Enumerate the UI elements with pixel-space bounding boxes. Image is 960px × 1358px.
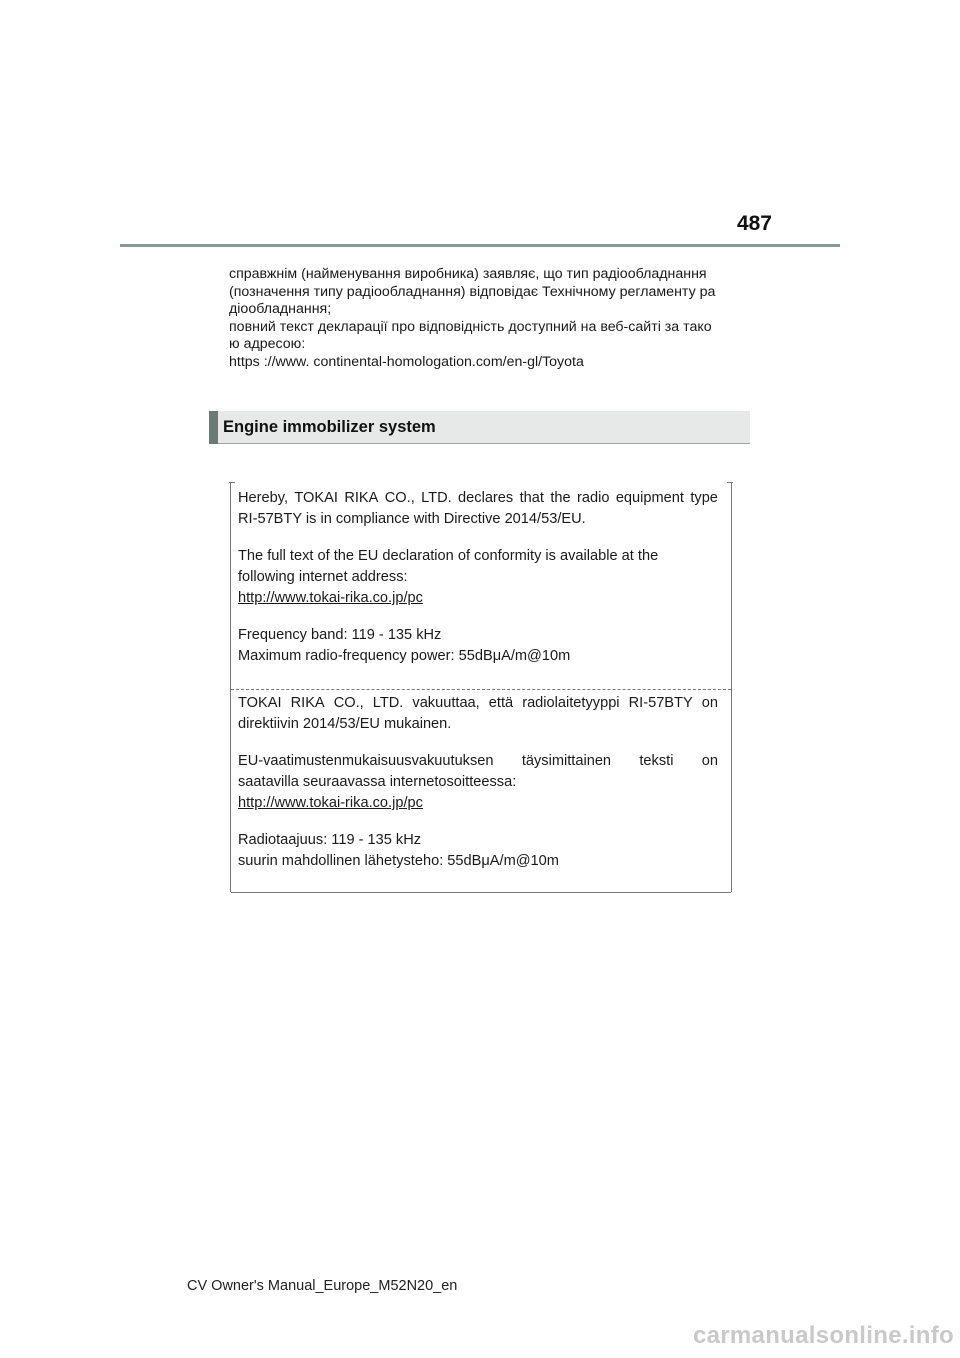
section-heading-bar (209, 411, 218, 444)
english-declaration (238, 488, 718, 667)
ua-url: https ://www. continental-homologation.com/en-gl/Toyota (229, 353, 584, 370)
word: TOKAI (294, 490, 338, 506)
section-heading (209, 411, 750, 444)
fi-line-1 (238, 693, 718, 714)
header-rule (120, 244, 840, 247)
word: Hereby, (238, 490, 289, 506)
en-link[interactable]: http://www.tokai-rika.co.jp/pc (238, 590, 423, 606)
finnish-declaration (238, 693, 718, 872)
word: TOKAI (238, 695, 282, 711)
box-bottom-line (231, 892, 731, 893)
en-line-4: following internet address: (238, 569, 408, 585)
ukrainian-declaration (229, 266, 749, 372)
footer-manual-name: CV Owner's Manual_Europe_M52N20_en (187, 1278, 458, 1294)
word: että (488, 695, 514, 711)
fi-frequency: Radiotaajuus: 119 - 135 kHz (238, 832, 422, 848)
en-line-2: RI-57BTY is in compliance with Directive 2014/53/EU. (238, 511, 586, 527)
en-line-1 (238, 488, 718, 509)
word: LTD. (372, 695, 404, 711)
word: CO., (384, 490, 415, 506)
declaration-box (230, 482, 732, 892)
page-number: 487 (736, 212, 772, 235)
word: täysimittainen (521, 753, 612, 769)
fi-line-3 (238, 751, 718, 772)
word: EU-vaatimustenmukaisuusvakuutuksen (238, 753, 494, 769)
word: RIKA (344, 490, 379, 506)
box-corner-tick (229, 482, 235, 483)
box-divider (231, 689, 731, 690)
word: LTD. (421, 490, 452, 506)
word: declares (458, 490, 514, 506)
fi-link[interactable]: http://www.tokai-rika.co.jp/pc (238, 795, 423, 811)
word: on (701, 753, 718, 769)
section-title: Engine immobilizer system (223, 418, 436, 436)
ua-line: повний текст декларації про відповідність доступний на веб-сайті за тако (229, 318, 712, 335)
ua-line: (позначення типу радіообладнання) відповідає Технічному регламенту ра (229, 283, 716, 300)
word: vakuuttaa, (412, 695, 480, 711)
watermark: carmanualsonline.info (692, 1322, 954, 1349)
word: equipment (615, 490, 684, 506)
en-power: Maximum radio-frequency power: 55dBμA/m@10m (238, 648, 571, 664)
word: RIKA (290, 695, 325, 711)
ua-line: діообладнання; (229, 301, 332, 318)
fi-line-4: saatavilla seuraavassa internetosoitteessa: (238, 774, 517, 790)
word: CO., (333, 695, 364, 711)
word: type (690, 490, 718, 506)
word: radio (576, 490, 610, 506)
en-line-3: The full text of the EU declaration of conformity is available at the (238, 548, 659, 564)
word: radiolaitetyyppi (522, 695, 620, 711)
word: RI-57BTY (628, 695, 693, 711)
word: that (519, 490, 544, 506)
ua-line: ю адресою: (229, 336, 306, 353)
word: on (701, 695, 718, 711)
word: the (550, 490, 571, 506)
en-frequency: Frequency band: 119 - 135 kHz (238, 627, 442, 643)
word: teksti (639, 753, 674, 769)
fi-line-2: direktiivin 2014/53/EU mukainen. (238, 716, 452, 732)
fi-power: suurin mahdollinen lähetysteho: 55dBμA/m@10m (238, 853, 559, 869)
box-corner-tick (727, 482, 733, 483)
ua-line: справжнім (найменування виробника) заявляє, що тип радіообладнання (229, 266, 707, 282)
